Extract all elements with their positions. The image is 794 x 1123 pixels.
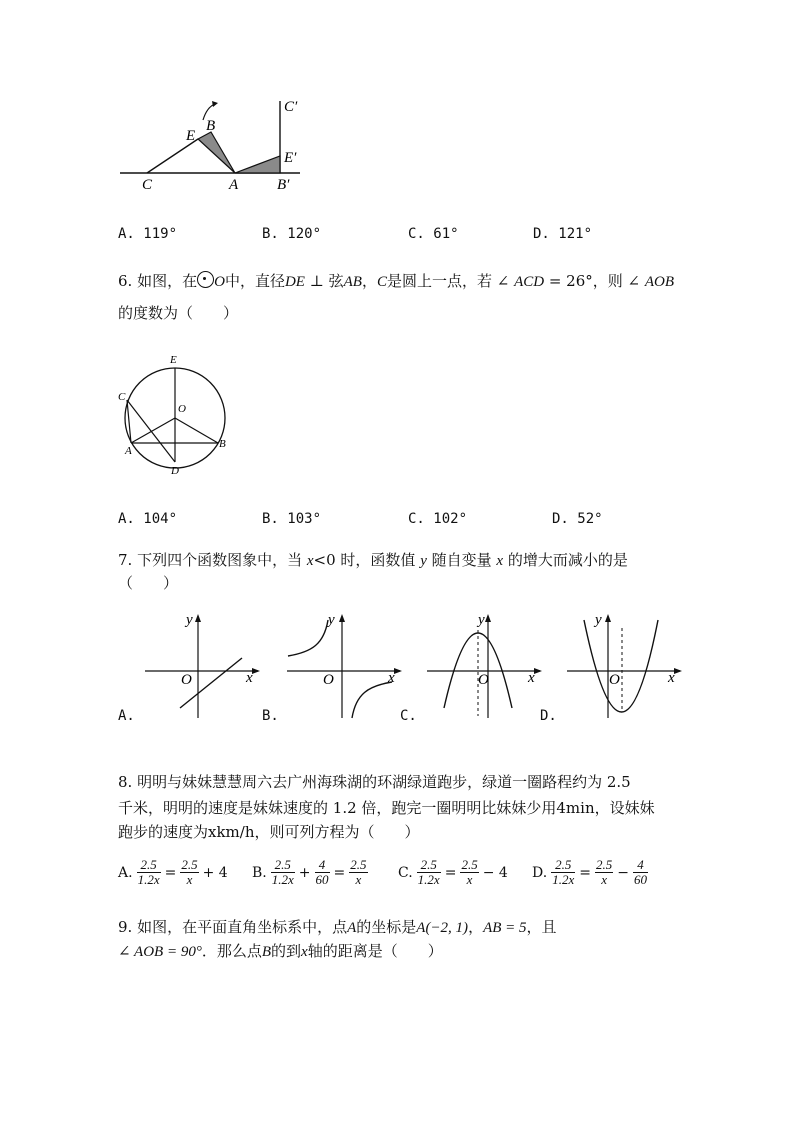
q6-perp: ⊥ 弦: [304, 272, 344, 290]
q6-label-C: C: [118, 391, 126, 403]
q9-text-c: ，: [468, 918, 484, 936]
q9-B: B: [261, 944, 272, 960]
q8a-frac1: [137, 858, 161, 887]
q9-text-d: ，且: [526, 918, 557, 936]
q8-option-b: [252, 858, 368, 887]
q9-text-b: 的坐标是: [356, 918, 417, 936]
q8a-frac2: [180, 858, 198, 887]
q9-text-a: 9. 如图，在平面直角坐标系中，点: [118, 918, 348, 936]
q6-label-D: D: [171, 465, 179, 477]
q9-text-g: 轴的距离是（ ）: [307, 942, 443, 960]
q7-graph-a: [140, 608, 265, 723]
q8d-frac1: [551, 858, 575, 887]
q8a-op1: =: [164, 864, 177, 881]
q5-label-C-prime: C′: [284, 99, 298, 115]
q8d-frac2: [595, 858, 613, 887]
q6-option-d: D. 52°: [552, 511, 603, 527]
q7-option-c: C.: [400, 708, 417, 724]
q5-option-b: B. 120°: [262, 226, 322, 242]
q7d-origin: O: [609, 672, 620, 688]
q5-label-E-prime: E′: [284, 150, 297, 166]
q7-text-a: 7. 下列四个函数图象中，当: [118, 551, 307, 569]
q6-circle-name: O: [214, 274, 225, 290]
q8d-frac3: [633, 858, 648, 887]
q5-option-c: C. 61°: [408, 226, 459, 242]
q6-label-A: A: [125, 445, 132, 457]
q5-figure: [115, 95, 315, 195]
circle-symbol: [197, 271, 214, 288]
q7a-axis-x: x: [246, 670, 253, 686]
q5-label-A: A: [229, 177, 239, 193]
q7-stem-line1: [118, 549, 628, 570]
q7-graph-d: [562, 608, 687, 723]
q8b-f3-den: x: [355, 872, 362, 887]
q7a-axis-y: y: [186, 612, 193, 628]
q6-label-E: E: [170, 354, 177, 366]
q6-stem-line2: 的度数为（ ）: [118, 304, 239, 322]
q8b-f2-den: 60: [315, 872, 329, 887]
q7c-axis-x: x: [528, 670, 535, 686]
q8a-f1-den: 1.2x: [137, 872, 160, 887]
q7-text-b: 随自变量: [426, 551, 497, 569]
q7-lt0: <0 时，函数值: [313, 551, 421, 569]
q8c-letter: C.: [398, 864, 413, 881]
q9-stem-line1: [118, 916, 557, 937]
q8a-f2-num: 2.5: [181, 857, 198, 872]
q6-label-B: B: [219, 438, 226, 450]
q8c-frac2: [460, 858, 478, 887]
q7-x: x: [306, 553, 314, 569]
q8-stem-line2: 千米，明明的速度是妹妹速度的 1.2 倍，跑完一圈明明比妹妹少用4min，设妹妹: [118, 799, 655, 817]
q8-option-c: [398, 858, 508, 887]
q7d-axis-y: y: [595, 612, 602, 628]
q5-label-E: E: [186, 128, 196, 144]
q8b-frac1: [271, 858, 295, 887]
q8c-op1: =: [444, 864, 457, 881]
q8d-f3-num: 4: [633, 858, 648, 873]
q8b-frac2: [315, 858, 330, 887]
q8-option-d: [532, 858, 648, 887]
q8d-f3-den: 60: [633, 872, 647, 887]
q8d-f2-den: x: [601, 872, 607, 887]
q7-option-a: A.: [118, 708, 135, 724]
q7b-axis-y: y: [328, 612, 335, 628]
q6-C: C: [376, 274, 387, 290]
q8d-f1-num: 2.5: [551, 858, 575, 873]
q8b-f1-num: 2.5: [271, 858, 295, 873]
q8d-op2: −: [617, 864, 629, 881]
q8b-op2: =: [333, 864, 346, 881]
q8b-f1-den: 1.2x: [271, 872, 294, 887]
q9-text-f: 的到: [271, 942, 302, 960]
q7c-axis-y: y: [478, 612, 485, 628]
q9-text-e: ．那么点: [201, 942, 262, 960]
q8b-f2-num: 4: [315, 858, 330, 873]
q7-x2: x: [496, 553, 504, 569]
q8c-op2: − 4: [482, 864, 508, 881]
q6-DE: DE: [284, 274, 305, 290]
q6-AB: AB: [343, 274, 362, 290]
q9-x: x: [301, 944, 308, 960]
q6-ACD: ACD: [514, 274, 545, 290]
q5-label-B: B: [206, 118, 216, 134]
q7-graph-c: [422, 608, 547, 723]
q7d-axis-x: x: [668, 670, 675, 686]
q8d-letter: D.: [532, 864, 548, 881]
q9-ABeq: AB = 5: [483, 920, 527, 936]
q8a-op2: + 4: [202, 864, 228, 881]
q7c-origin: O: [478, 672, 489, 688]
q6-text-a: 6. 如图，在: [118, 272, 198, 290]
q5-option-d: D. 121°: [533, 226, 593, 242]
q8b-letter: B.: [252, 864, 267, 881]
q6-comma: ，: [361, 272, 377, 290]
q9-A: A: [347, 920, 357, 936]
q8d-f2-num: 2.5: [595, 857, 613, 872]
q6-label-O: O: [178, 403, 186, 415]
q7a-origin: O: [181, 672, 192, 688]
q5-label-C: C: [142, 177, 153, 193]
q8c-f1-num: 2.5: [417, 858, 441, 873]
q8c-f2-den: x: [466, 872, 473, 887]
q9-angle: ∠ AOB = 90°: [118, 944, 202, 960]
q7-text-c: 的增大而减小的是: [503, 551, 628, 569]
q8d-f1-den: 1.2x: [552, 872, 575, 887]
q8a-f1-num: 2.5: [137, 858, 161, 873]
q8c-f1-den: 1.2x: [417, 872, 440, 887]
q8-stem-line3: 跑步的速度为xkm/h，则可列方程为（ ）: [118, 823, 420, 841]
q7b-origin: O: [323, 672, 334, 688]
q6-stem-line1: [118, 270, 674, 291]
q6-option-b: B. 103°: [262, 511, 322, 527]
q6-text-b: 中，直径: [224, 272, 285, 290]
q6-option-c: C. 102°: [408, 511, 468, 527]
q6-figure: [115, 348, 235, 478]
q9-stem-line2: [118, 940, 443, 961]
q5-option-a: A. 119°: [118, 226, 178, 242]
q8-option-a: [118, 858, 228, 887]
q8a-f2-den: x: [186, 872, 193, 887]
q6-eq26: = 26°，则 ∠: [544, 272, 645, 290]
q8c-frac1: [417, 858, 441, 887]
q8b-op1: +: [298, 864, 311, 881]
q8b-f3-num: 2.5: [350, 857, 367, 872]
q6-option-a: A. 104°: [118, 511, 178, 527]
q8c-f2-num: 2.5: [461, 857, 478, 872]
q7-stem-line2: （ ）: [118, 574, 179, 592]
q7-graph-b: [282, 608, 407, 723]
q8d-op1: =: [579, 864, 591, 881]
q7-y: y: [420, 553, 427, 569]
q5-label-B-prime: B′: [277, 177, 290, 193]
q7b-axis-x: x: [388, 670, 395, 686]
q6-AOB: AOB: [644, 274, 675, 290]
q9-coordA: A(−2, 1): [416, 920, 469, 936]
q8a-letter: A.: [118, 864, 133, 881]
q8b-frac3: [349, 858, 367, 887]
q6-text-c: 是圆上一点，若 ∠: [386, 272, 515, 290]
q7-option-b: B.: [262, 708, 279, 724]
q7-option-d: D.: [540, 708, 557, 724]
q8-stem-line1: 8. 明明与妹妹慧慧周六去广州海珠湖的环湖绿道跑步，绿道一圈路程约为 2.5: [118, 773, 631, 791]
